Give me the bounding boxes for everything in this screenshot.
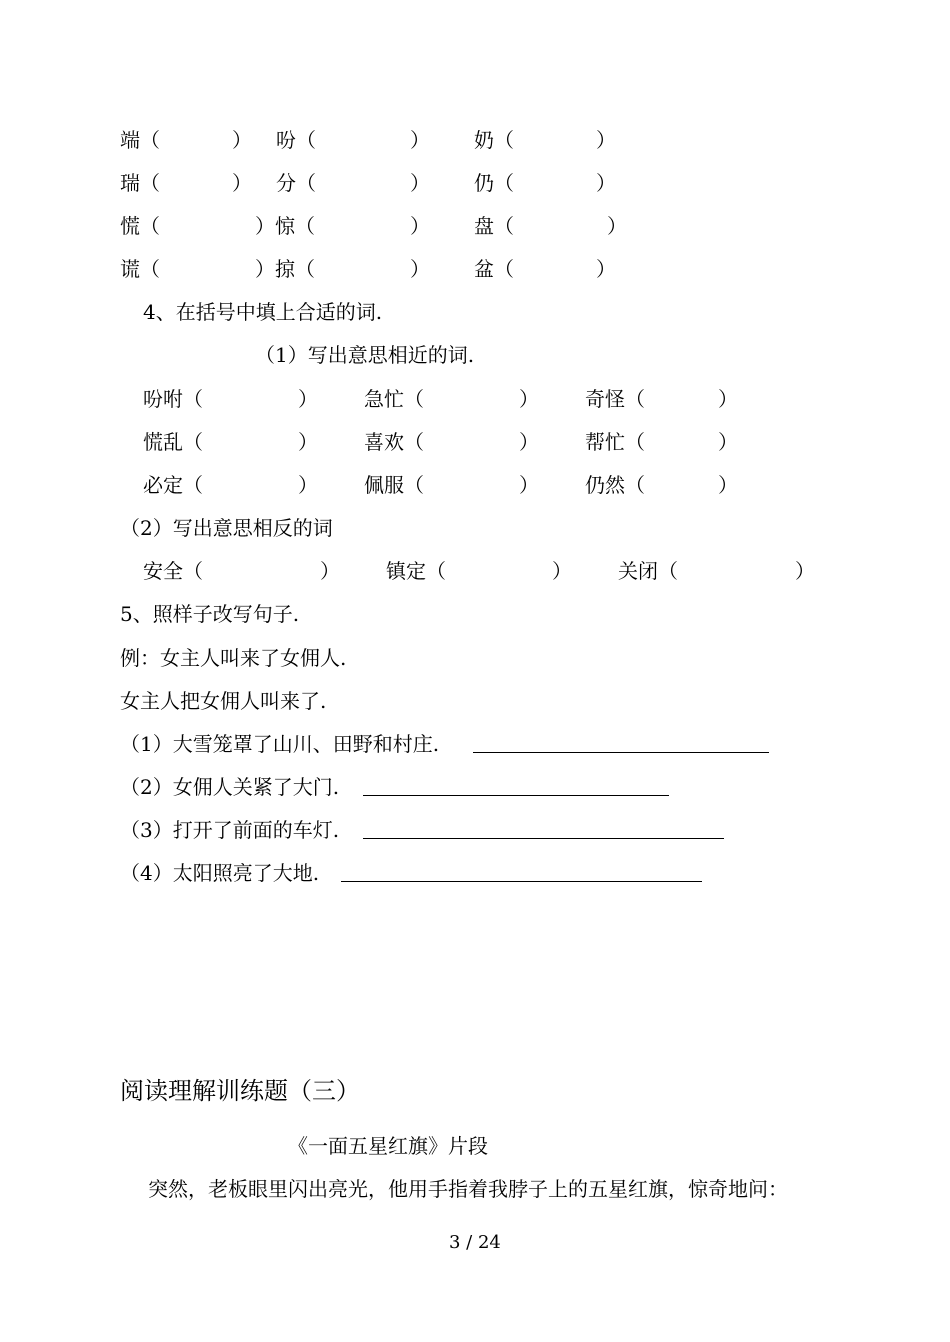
char-cell: 吩（	[276, 128, 316, 152]
page-number: 3 / 24	[449, 1232, 501, 1253]
char-cell: 谎（	[120, 257, 160, 281]
char-cell: ）	[607, 214, 627, 238]
char-cell: ）	[596, 257, 616, 281]
answer-line[interactable]	[363, 838, 724, 839]
char-cell: 盘（	[474, 214, 514, 238]
question-4-sub1: （1）写出意思相近的词.	[255, 343, 475, 367]
char-cell: 奶（	[474, 128, 514, 152]
rewrite-item: （2）女佣人关紧了大门.	[120, 775, 340, 799]
char-cell: 仍（	[474, 171, 514, 195]
char-cell: ）掠（	[255, 257, 315, 281]
char-cell: ）	[410, 171, 430, 195]
rewrite-item: （3）打开了前面的车灯.	[120, 818, 340, 842]
near-word: ）	[718, 473, 738, 497]
near-word: 佩服（	[364, 473, 424, 497]
near-word: ）	[718, 430, 738, 454]
near-word: 喜欢（	[364, 430, 424, 454]
passage-paragraph: 突然，老板眼里闪出亮光，他用手指着我脖子上的五星红旗，惊奇地问：	[148, 1177, 788, 1201]
char-cell: ）	[232, 171, 252, 195]
near-word: 慌乱（	[143, 430, 203, 454]
rewrite-item: （4）太阳照亮了大地.	[120, 861, 320, 885]
char-cell: 瑞（	[120, 171, 160, 195]
passage-title: 《一面五星红旗》片段	[288, 1134, 488, 1158]
near-word: 奇怪（	[585, 387, 645, 411]
near-word: ）	[298, 430, 318, 454]
section-heading: 阅读理解训练题（三）	[120, 1077, 360, 1105]
char-cell: 端（	[120, 128, 160, 152]
char-cell: 慌（	[120, 214, 160, 238]
example-answer: 女主人把女佣人叫来了.	[120, 689, 327, 713]
char-cell: ）	[232, 128, 252, 152]
char-cell: 盆（	[474, 257, 514, 281]
char-cell: ）惊（	[255, 214, 315, 238]
near-word: ）	[298, 387, 318, 411]
opposite-word: ）	[320, 559, 340, 583]
answer-line[interactable]	[341, 881, 702, 882]
rewrite-item: （1）大雪笼罩了山川、田野和村庄.	[120, 732, 440, 756]
near-word: ）	[519, 387, 539, 411]
char-cell: ）	[410, 257, 430, 281]
near-word: 吩咐（	[143, 387, 203, 411]
opposite-word: ）	[795, 559, 815, 583]
question-5-title: 5、照样子改写句子.	[120, 602, 300, 626]
char-cell: ）	[410, 128, 430, 152]
opposite-word: 关闭（	[618, 559, 678, 583]
opposite-word: 镇定（	[386, 559, 446, 583]
near-word: 仍然（	[585, 473, 645, 497]
char-cell: ）	[410, 214, 430, 238]
opposite-word: ）	[552, 559, 572, 583]
example-sentence: 例：女主人叫来了女佣人.	[120, 646, 347, 670]
answer-line[interactable]	[473, 752, 769, 753]
char-cell: 分（	[276, 171, 316, 195]
near-word: 必定（	[143, 473, 203, 497]
char-cell: ）	[596, 128, 616, 152]
question-4-sub2: （2）写出意思相反的词	[120, 516, 333, 540]
near-word: ）	[519, 473, 539, 497]
near-word: ）	[298, 473, 318, 497]
question-4-title: 4、在括号中填上合适的词.	[143, 300, 383, 324]
opposite-word: 安全（	[143, 559, 203, 583]
near-word: 急忙（	[364, 387, 424, 411]
near-word: ）	[718, 387, 738, 411]
near-word: 帮忙（	[585, 430, 645, 454]
near-word: ）	[519, 430, 539, 454]
answer-line[interactable]	[363, 795, 669, 796]
char-cell: ）	[596, 171, 616, 195]
